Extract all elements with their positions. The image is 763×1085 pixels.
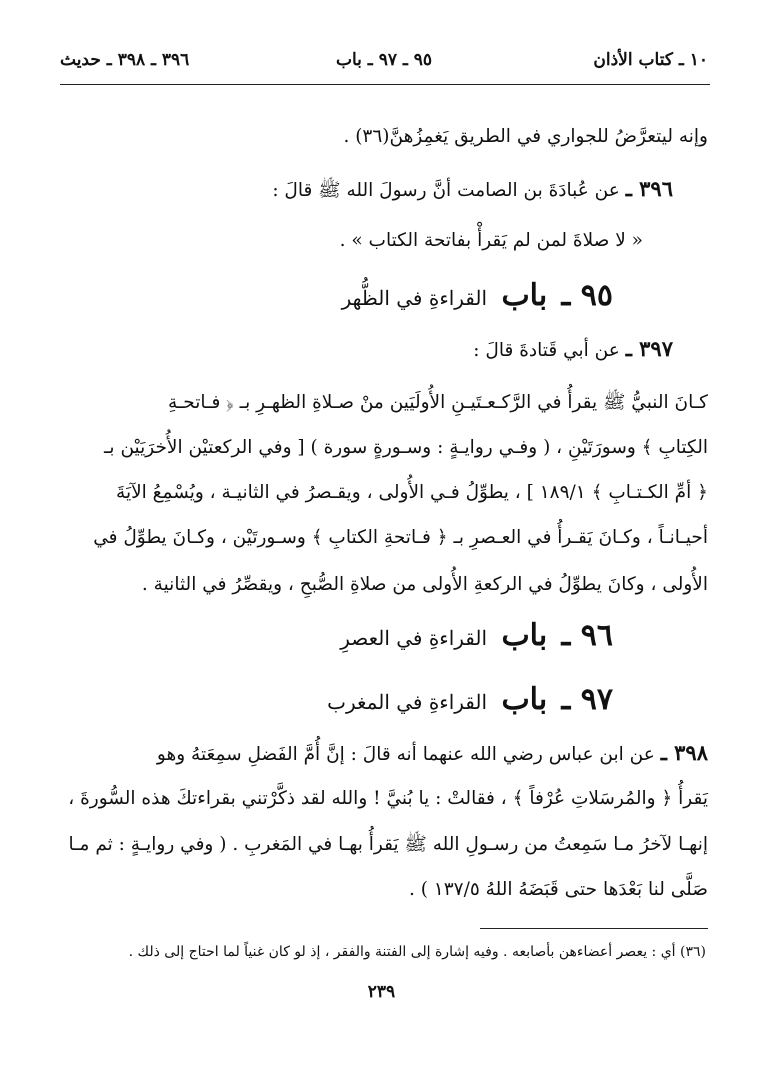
hadith-number: ٣٩٧ ـ <box>625 336 673 361</box>
hadith-398-intro <box>56 738 708 770</box>
hadith-text: عن عُبادَةَ بن الصامت أنَّ رسولَ الله ﷺ قالَ : <box>272 180 620 201</box>
running-header <box>60 50 708 80</box>
hadith-text: عن أبي قَتادةَ قالَ : <box>473 340 620 361</box>
hadith-397-intro <box>56 334 673 366</box>
header-hadith-range: ٣٩٦ ـ ٣٩٨ ـ حديث <box>60 50 190 70</box>
chapter-label: باب <box>501 682 548 717</box>
text-line: أحيـانـاً ، وكـانَ يَقـرأُ في العـصرِ بـ ﴿ فـاتحةِ الكتابِ ﴾ وسـورتَيْن ، وكـانَ يطوِّلُ في <box>93 527 708 548</box>
text-line: ﴿ أمِّ الكـتـابِ ﴾ ١٨٩/١ ] ، يطوِّلُ فـي الأُولى ، ويقـصرُ في الثانيـة ، ويُسْمِعُ الآيَةَ <box>116 482 708 503</box>
text-line: يَقرأُ ﴿ والمُرسَلاتِ عُرْفاً ﴾ ، فقالتْ : يا بُنيَّ ! والله لقد ذكَّرْتني بقراءتكَ هذه السُّورةَ ، <box>68 788 708 809</box>
chapter-title: القراءةِ في العصرِ <box>340 626 488 650</box>
chapter-title: القراءةِ في الظُّهر <box>341 286 488 310</box>
header-chapter-range: ٩٥ ـ ٩٧ ـ باب <box>335 50 433 70</box>
hadith-396-intro <box>56 174 673 206</box>
page-number: ٢٣٩ <box>367 982 396 1002</box>
chapter-number: ٩٦ ـ <box>561 618 613 653</box>
chapter-95-heading <box>342 276 613 318</box>
chapter-97-heading <box>327 680 613 722</box>
text-line: كـانَ النبيُّ ﷺ يقرأُ في الرَّكـعـتَيـنِ الأُولَيَين منْ صـلاةِ الظهـرِ بـ ﴿ فـاتحـةِ <box>167 392 708 413</box>
text-line: الأُولى ، وكانَ يطوِّلُ في الركعةِ الأُولى من صلاةِ الصُّبحِ ، ويقصِّرُ في الثانية . <box>141 574 708 595</box>
header-book-title: ١٠ ـ كتاب الأذان <box>593 50 708 70</box>
text-line: الكِتابِ ﴾ وسورَتَيْنِ ، ( وفـي روايـةٍ : وسـورةٍ سورة ) [ وفي الركعتيْن الأُخرَيَيْن بـ <box>104 437 708 458</box>
chapter-number: ٩٧ ـ <box>561 682 613 717</box>
chapter-number: ٩٥ ـ <box>561 278 613 313</box>
text-line: وإنه ليتعرَّضُ للجواري في الطريق يَغمِزُهنَّ(٣٦) . <box>343 126 708 147</box>
footnote-rule <box>480 928 708 929</box>
header-rule <box>60 84 710 85</box>
hadith-396-quote: « لا صلاةَ لمن لم يَقرأْ بفاتحة الكتاب » . <box>339 230 643 251</box>
chapter-title: القراءةِ في المغرب <box>327 690 488 714</box>
hadith-text: عن ابن عباس رضي الله عنهما أنه قالَ : إنَّ أُمَّ الفَضلِ سمِعَتهُ وهو <box>156 744 655 765</box>
hadith-number: ٣٩٦ ـ <box>625 176 673 201</box>
hadith-number: ٣٩٨ ـ <box>660 740 708 765</box>
text-line: صَلَّى لنا بَعْدَها حتى قَبَضَهُ اللهُ ١٣٧/٥ ) . <box>408 879 708 900</box>
footnote: (٣٦) أي : يعصر أعضاءهن بأصابعه . وفيه إشارة إلى الفتنة والفقر ، إذ لو كان غنياً لما احتاج إلى ذلك . <box>128 944 706 960</box>
chapter-96-heading <box>340 616 613 658</box>
chapter-label: باب <box>501 618 548 653</box>
chapter-label: باب <box>501 278 548 313</box>
text-line: إنهـا لآخرُ مـا سَمِعتُ من رسـولِ الله ﷺ يَقرأُ بهـا في المَغربِ . ( وفي روايـةٍ : ثم مـا <box>68 834 708 855</box>
